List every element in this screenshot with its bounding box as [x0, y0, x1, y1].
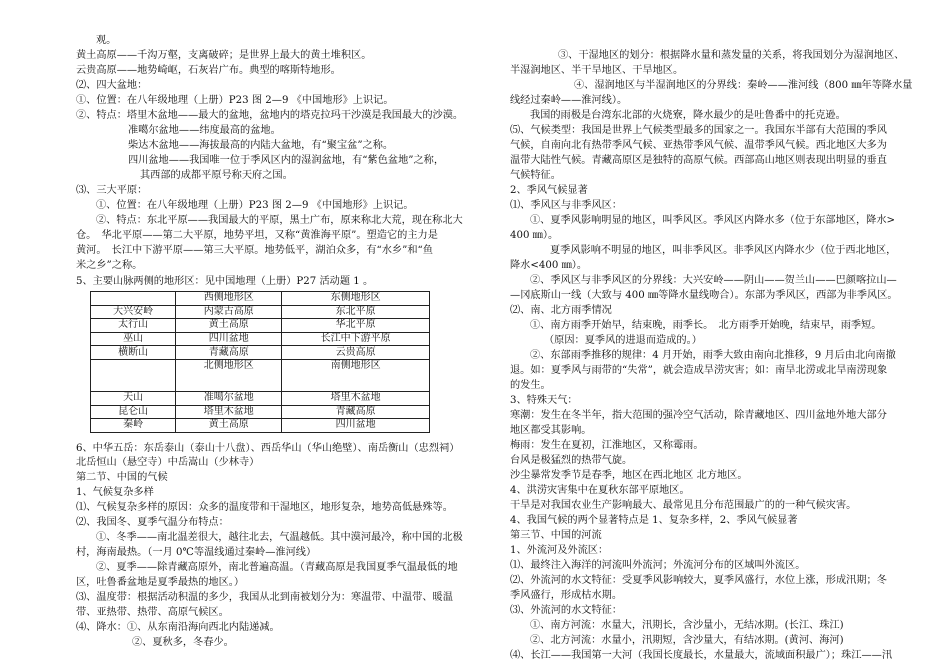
text-line: 云贵高原——地势崎岖，石灰岩广布。典型的喀斯特地形。 [76, 65, 341, 76]
text-line: 400 ㎜）。 [510, 230, 559, 241]
text-line: 温带大陆性气候。青藏高原区是独特的高原气候。西部高山地区则表现出明显的垂直 [510, 155, 887, 166]
table-cell: 云贵高原 [282, 346, 430, 360]
table-row [91, 419, 430, 433]
text-line: ③、干湿地区的划分：根据降水量和蒸发量的关系，将我国划分为湿润地区、 [558, 50, 905, 61]
text-line: 黄河。 长江中下游平原——第三大平原。地势低平，湖泊众多，有“水乡”和“鱼 [76, 245, 433, 256]
table-cell: 东侧地形区 [282, 292, 430, 306]
text-line: ⑷、长江——我国第一大河（我国长度最长，水量最大，流域面积最广）；珠江——汛 [510, 650, 893, 661]
text-line: ①、位置：在八年级地理（上册）P23 图 2—9 《中国地形》上识记。 [96, 200, 414, 211]
text-line: 退。如：夏季风与雨带的“失常”，就会造成旱涝灾害；如：南旱北涝或北旱南涝现象 [510, 365, 888, 376]
text-line: 4、洪涝灾害集中在夏秋东部平原地区。 [510, 485, 690, 496]
text-line: 5、主要山脉两侧的地形区：见中国地理（上册）P27 活动题 1 。 [76, 276, 374, 287]
table-cell: 黄土高原 [176, 419, 282, 433]
text-line: ②、北方河流：水量小，汛期短，含沙量大，有结冰期。(黄河、海河) [530, 635, 844, 646]
table-cell: 大兴安岭 [91, 305, 176, 319]
text-line: 6、中华五岳：东岳泰山（泰山十八盘）、西岳华山（华山绝壁）、南岳衡山（忠烈祠） [76, 443, 460, 454]
text-line: 我国的雨极是台湾东北部的火烧寮，降水最少的是吐鲁番中的托克逊。 [530, 110, 846, 121]
table-cell: 四川盆地 [282, 419, 430, 433]
table-cell: 黄土高原 [176, 319, 282, 333]
table-cell: 太行山 [91, 319, 176, 333]
text-line: ⑶、温度带：根据活动积温的多少，我国从北到南被划分为：寒温带、中温带、暖温 [76, 592, 453, 603]
text-line: 沙尘暴常发季节是春季，地区在西北地区 北方地区。 [510, 470, 748, 481]
text-line: ②、季风区与非季风区的分界线：大兴安岭——阴山——贺兰山——巴颜喀拉山— [530, 275, 897, 286]
text-line: ⑴、最终注入海洋的河流叫外流河；外流河分布的区域叫外流区。 [510, 560, 806, 571]
text-line: 柴达木盆地——海拔最高的内陆大盆地，有“聚宝盆”之称。 [128, 140, 394, 151]
text-line: ②、东部雨季推移的规律：4 月开始，雨季大致由南向北推移，9 月后由北向南撤 [530, 350, 896, 361]
text-line: 其西部的成都平原号称天府之国。 [140, 170, 293, 181]
text-line: ①、南方河流：水量大，汛期长，含沙量小，无结冰期。(长江、珠江) [530, 620, 844, 631]
table-cell: 东北平原 [282, 305, 430, 319]
text-line: ⑶、外流河的水文特征： [510, 605, 623, 616]
text-line: 台风是极猛烈的热带气旋。 [510, 455, 633, 466]
text-line: ②、特点：塔里木盆地——最大的盆地，盆地内的塔克拉玛干沙漠是我国最大的沙漠。 [76, 110, 464, 121]
text-line: ⑵、我国冬、夏季气温分布特点： [76, 517, 229, 528]
text-line: 米之乡”之称。 [76, 260, 143, 271]
table-cell: 南侧地形区 [282, 359, 430, 391]
table-cell: 华北平原 [282, 319, 430, 333]
text-line: 观。 [96, 35, 117, 46]
table-row [91, 319, 430, 333]
table-row [91, 332, 430, 346]
table-cell: 塔里木盆地 [282, 391, 430, 405]
text-line: —冈底斯山一线（大致与 400 ㎜等降水量线吻合）。东部为季风区，西部为非季风区。 [510, 290, 898, 301]
section-heading: 2、季风气候显著 [510, 185, 588, 196]
text-line: ②、夏秋多，冬春少。 [132, 637, 234, 648]
text-line: 四川盆地——我国唯一位于季风区内的湿润盆地，有“紫色盆地”之称， [128, 155, 445, 166]
section-heading: ⑶、三大平原： [76, 185, 148, 196]
text-line: ⑸、气候类型：我国是世界上气候类型最多的国家之一。我国东半部有大范围的季风 [510, 125, 887, 136]
table-cell [91, 359, 176, 391]
text-line: 黄土高原——千沟万壑，支离破碎；是世界上最大的黄土堆积区。 [76, 50, 372, 61]
text-line: 夏季风影响不明显的地区，叫非季风区。非季风区内降水少（位于西北地区， [550, 245, 897, 256]
text-line: 气候特征。 [510, 170, 561, 181]
table-cell: 青藏高原 [282, 405, 430, 419]
table-cell: 横断山 [91, 346, 176, 360]
text-line: 北岳恒山（悬空寺）中岳嵩山（少林寺） [76, 457, 260, 468]
table-cell: 准噶尔盆地 [176, 391, 282, 405]
text-line: 仓。 华北平原——第二大平原，地势平坦，又称“黄淮海平原”。塑造它的主力是 [76, 230, 438, 241]
table-row [91, 405, 430, 419]
text-line: ②、特点：东北平原——我国最大的平原，黑土广布，原来称北大荒，现在称北大 [96, 215, 463, 226]
section-heading: 1、气候复杂多样 [76, 487, 154, 498]
text-line: ⑷、降水：①、从东南沿海向西北内陆递减。 [76, 622, 280, 633]
table-row [91, 346, 430, 360]
text-line: （原因：夏季风的进退而造成的。） [544, 335, 702, 346]
text-line: 村，海南最热。（一月 0℃等温线通过秦岭—淮河线） [76, 547, 317, 558]
text-line: ⑴、季风区与非季风区： [510, 200, 623, 211]
section-heading: 3、特殊天气： [510, 395, 578, 406]
table-row [91, 391, 430, 405]
table-header-row [91, 292, 430, 306]
text-line: 地区都受其影响。 [510, 425, 592, 436]
text-line: 带、亚热带、热带、高原气候区。 [76, 607, 229, 618]
section-heading: 第三节、中国的河流 [510, 530, 602, 541]
text-line: ①、位置：在八年级地理（上册）P23 图 2—9 《中国地形》上识记。 [76, 95, 394, 106]
table-row [91, 305, 430, 319]
text-line: 寒潮：发生在冬半年，指大范围的强冷空气活动，除青藏地区、四川盆地外地大部分 [510, 410, 887, 421]
text-line: 区，吐鲁番盆地是夏季最热的地区。） [76, 577, 245, 588]
text-line: ⑴、气候复杂多样的原因：众多的温度带和干湿地区，地形复杂，地势高低悬殊等。 [76, 502, 453, 513]
table-cell: 塔里木盆地 [176, 405, 282, 419]
text-line: 气候，自南向北有热带季风气候、亚热带季风气候、温带季风气候。西北地区大多为 [510, 140, 887, 151]
text-line: ①、冬季——南北温差很大，越往北去，气温越低。其中漠河最冷，称中国的北极 [96, 532, 463, 543]
table-cell: 西侧地形区 [176, 292, 282, 306]
text-line: 4、我国气候的两个显著特点是 1、复杂多样，2、季风气候显著 [510, 515, 798, 526]
text-line: 季风盛行，形成枯水期。 [510, 590, 623, 601]
section-heading: ⑵、四大盆地： [76, 80, 148, 91]
text-line: ④、湿润地区与半湿润地区的分界线：秦岭——淮河线（800 ㎜年等降水量 [574, 80, 913, 91]
section-heading: 第二节、中国的气候 [76, 472, 168, 483]
text-line: ①、夏季风影响明显的地区，叫季风区。季风区内降水多（位于东部地区，降水> [530, 215, 896, 226]
text-line: 线经过秦岭——淮河线）。 [510, 95, 628, 106]
table-cell: 巫山 [91, 332, 176, 346]
text-line: 半湿润地区、半干旱地区、干旱地区。 [510, 65, 684, 76]
table-subheader-row [91, 359, 430, 391]
table-cell: 北侧地形区 [176, 359, 282, 391]
table-cell: 长江中下游平原 [282, 332, 430, 346]
text-line: ⑵、外流河的水文特征：受夏季风影响较大，夏季风盛行，水位上涨，形成汛期；冬 [510, 575, 887, 586]
table-cell [91, 292, 176, 306]
table-cell: 天山 [91, 391, 176, 405]
text-line: 梅雨：发生在夏初，江淮地区，又称霉雨。 [510, 440, 704, 451]
table-cell: 内蒙古高原 [176, 305, 282, 319]
table-cell: 青藏高原 [176, 346, 282, 360]
section-heading: 1、外流河及外流区： [510, 545, 609, 556]
text-line: 干旱是对我国农业生产影响最大、最常见且分布范围最广的的一种气候灾害。 [510, 500, 857, 511]
table-cell: 四川盆地 [176, 332, 282, 346]
table-cell: 秦岭 [91, 419, 176, 433]
text-line: 的发生。 [510, 380, 551, 391]
table-cell: 昆仑山 [91, 405, 176, 419]
text-line: 降水<400 ㎜）。 [510, 260, 588, 271]
mountain-terrain-table [90, 291, 430, 433]
text-line: 准噶尔盆地——纬度最高的盆地。 [128, 125, 281, 136]
text-line: ②、夏季——除青藏高原外，南北普遍高温。（青藏高原是我国夏季气温最低的地 [96, 562, 458, 573]
text-line: ①、南方雨季开始早，结束晚，雨季长。 北方雨季开始晚，结束早，雨季短。 [530, 320, 882, 331]
text-line: ⑵、南、北方雨季情况 [510, 305, 612, 316]
